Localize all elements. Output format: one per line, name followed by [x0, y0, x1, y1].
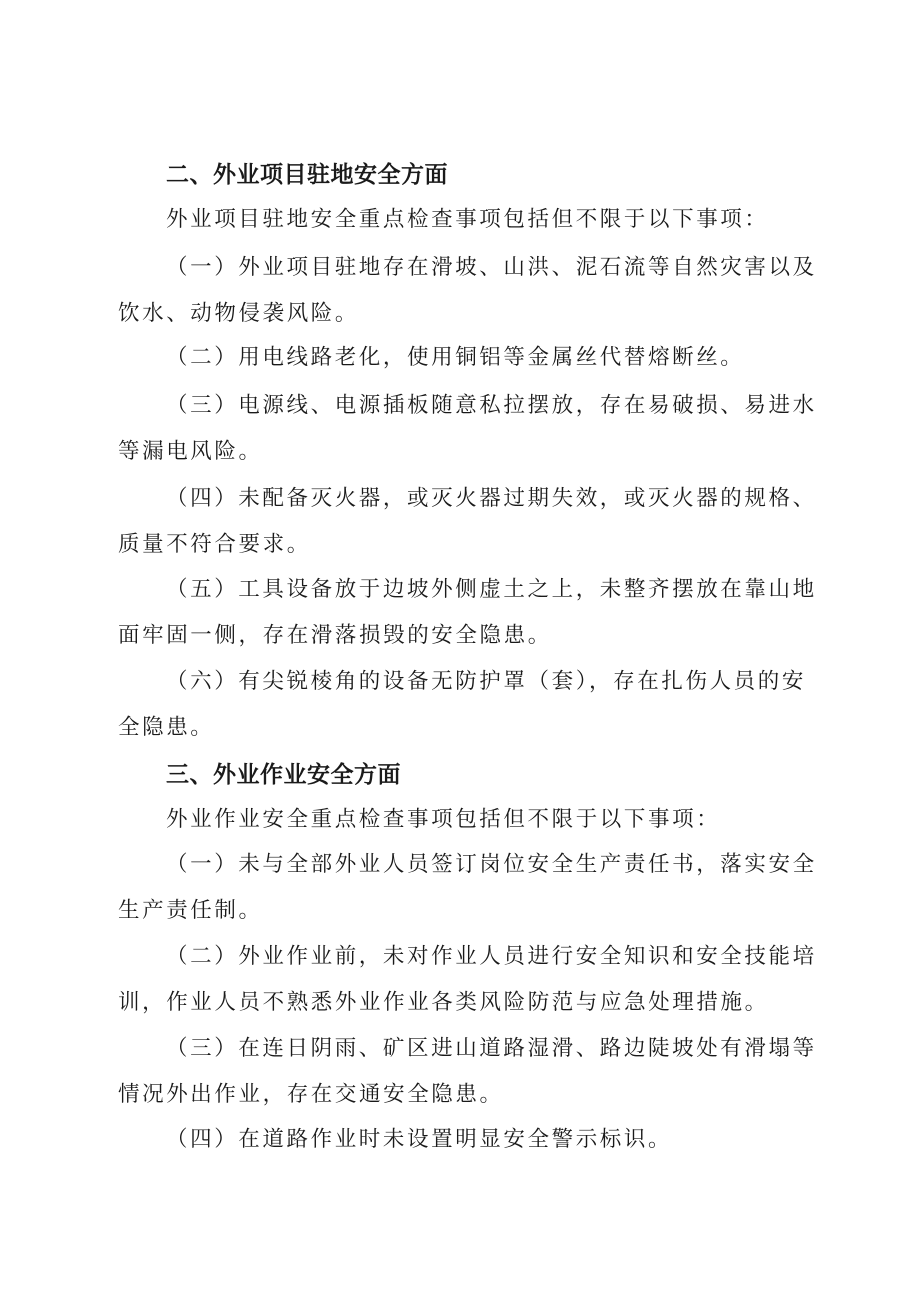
item-line-1: （三）在连日阴雨、矿区进山道路湿滑、路边陡坡处有滑塌等 — [166, 1036, 817, 1061]
section-2-item-2: （二）用电线路老化，使用铜铝等金属丝代替熔断丝。 — [166, 345, 745, 370]
item-line-1: （二）外业作业前，未对作业人员进行安全知识和安全技能培 — [166, 944, 817, 969]
item-line-2: 饮水、动物侵袭风险。 — [118, 301, 360, 326]
section-3-item-3 — [118, 1026, 817, 1118]
item-line-1: （四）未配备灭火器，或灭火器过期失效，或灭火器的规格、 — [166, 486, 817, 511]
section-3-intro: 外业作业安全重点检查事项包括但不限于以下事项： — [166, 807, 721, 832]
item-line-1: （五）工具设备放于边坡外侧虚土之上，未整齐摆放在靠山地 — [166, 577, 817, 602]
section-2-item-6 — [118, 659, 808, 751]
section-3-item-1 — [118, 842, 817, 934]
section-3-item-4: （四）在道路作业时未设置明显安全警示标识。 — [166, 1127, 673, 1152]
item-line-1: （一）未与全部外业人员签订岗位安全生产责任书，落实安全 — [166, 852, 817, 877]
item-line-2: 质量不符合要求。 — [118, 532, 311, 557]
section-2-item-1 — [118, 245, 817, 337]
section-3-item-2 — [118, 934, 817, 1026]
section-2-item-4 — [118, 476, 817, 568]
section-3-heading: 三、外业作业安全方面 — [166, 762, 401, 788]
section-2-heading: 二、外业项目驻地安全方面 — [166, 162, 448, 188]
item-line-2: 情况外出作业，存在交通安全隐患。 — [118, 1082, 504, 1107]
item-line-2: 等漏电风险。 — [118, 439, 263, 464]
section-2-intro: 外业项目驻地安全重点检查事项包括但不限于以下事项： — [166, 207, 769, 232]
item-line-1: （六）有尖锐棱角的设备无防护罩（套），存在扎伤人员的安 — [166, 669, 806, 694]
section-2-item-3 — [118, 383, 817, 475]
item-line-2: 训，作业人员不熟悉外业作业各类风险防范与应急处理措施。 — [118, 990, 769, 1015]
item-line-2: 全隐患。 — [118, 715, 215, 740]
item-line-2: 生产责任制。 — [118, 898, 263, 923]
section-2-item-5 — [118, 567, 817, 659]
item-line-2: 面牢固一侧，存在滑落损毁的安全隐患。 — [118, 623, 552, 648]
item-line-1: （三）电源线、电源插板随意私拉摆放，存在易破损、易进水 — [166, 393, 817, 418]
item-line-1: （一）外业项目驻地存在滑坡、山洪、泥石流等自然灾害以及 — [166, 255, 817, 280]
